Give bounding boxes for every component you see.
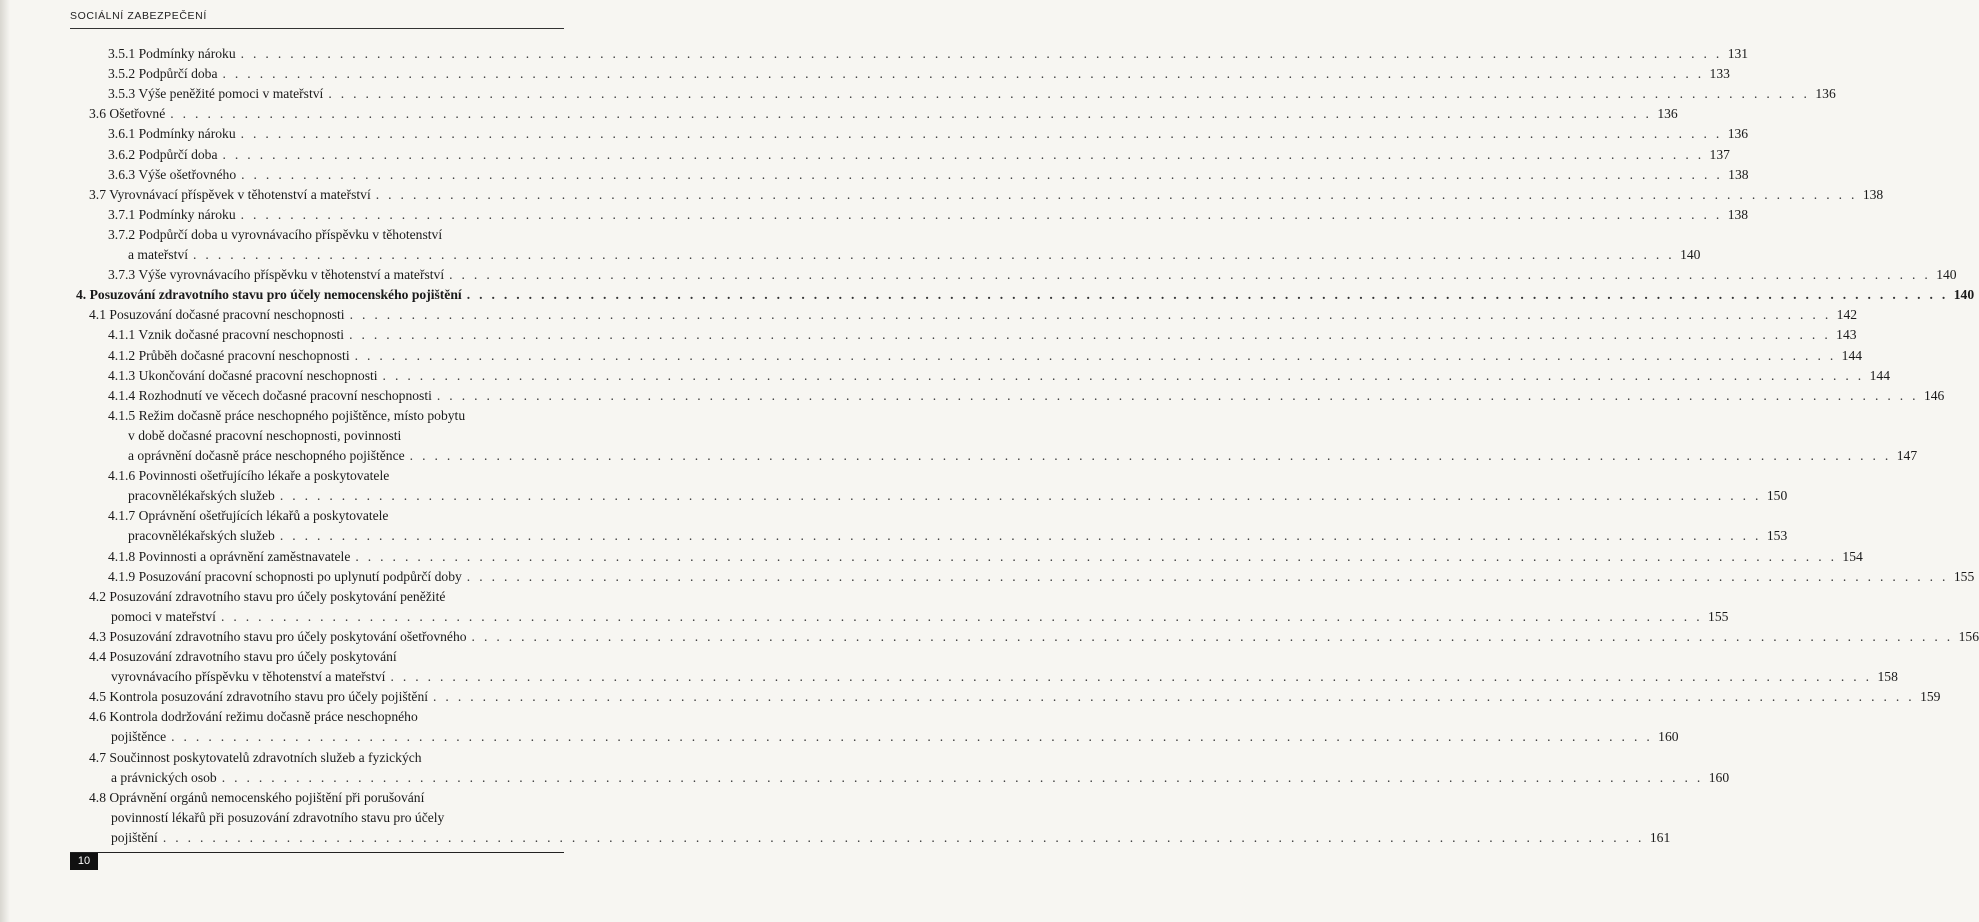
toc-entry-page: 137 [1709, 146, 1730, 162]
dot-leader: . . . . . . . . . . . . . . . . . . . . . . . . . . . . . . . . . . . . . . . . . . . . . . . . . . . . . . . . . . . . . . . . . . . . . . . . . . . . . . . . . . . . . . . . . . . . . . . . . . . . . . . . . . . . . . . . . . . . . . . . [222, 66, 1704, 82]
toc-entry-title: pojištění [111, 829, 158, 845]
toc-entry-page: 142 [1836, 307, 1858, 323]
toc-entry-page: 160 [1708, 769, 1730, 785]
toc-entry-page: 140 [1680, 247, 1701, 262]
toc-entry [108, 205, 1749, 225]
toc-entry-title: 4.7 Součinnost poskytovatelů zdravotních služeb a fyzických [89, 749, 422, 765]
toc-entry [89, 185, 1884, 205]
toc-entry-page: 144 [1869, 367, 1890, 383]
toc-entry [108, 225, 442, 245]
toc-entry-continuation [128, 426, 401, 446]
toc-entry-title: vyrovnávacího příspěvku v těhotenství a mateřství [111, 669, 386, 685]
toc-entry-continuation [128, 446, 1918, 466]
toc-entry [108, 44, 1749, 64]
toc-entry-title: 4.1.7 Oprávnění ošetřujících lékařů a poskytovatele [108, 508, 389, 524]
dot-leader: . . . . . . . . . . . . . . . . . . . . . . . . . . . . . . . . . . . . . . . . . . . . . . . . . . . . . . . . . . . . . . . . . . . . . . . . . . . . . . . . . . . . . . . . . . . . . . . . . . . . . . . . . . . . . . . . . . . . . . . . [349, 327, 1831, 343]
dot-leader: . . . . . . . . . . . . . . . . . . . . . . . . . . . . . . . . . . . . . . . . . . . . . . . . . . . . . . . . . . . . . . . . . . . . . . . . . . . . . . . . . . . . . . . . . . . . . . . . . . . . . . . . . . . . . . . . . . . . . . . . [390, 669, 1872, 685]
toc-entry-title: 3.6.2 Podpůrčí doba [108, 146, 218, 162]
toc-entry-title: 4.5 Kontrola posuzování zdravotního stavu pro účely pojištění [89, 689, 429, 705]
toc-entry [108, 406, 465, 426]
toc-entry [89, 788, 424, 808]
toc-entry-title: 4.1.3 Ukončování dočasné pracovní neschopnosti [108, 367, 378, 383]
toc-entry-page: 146 [1923, 387, 1945, 403]
dot-leader: . . . . . . . . . . . . . . . . . . . . . . . . . . . . . . . . . . . . . . . . . . . . . . . . . . . . . . . . . . . . . . . . . . . . . . . . . . . . . . . . . . . . . . . . . . . . . . . . . . . . . . . . . . . . . . . . . . . . . . . . [240, 206, 1723, 222]
toc-entry-title: 3.7.3 Výše vyrovnávacího příspěvku v těhotenství a mateřství [108, 267, 445, 283]
toc-entry-title: 4.8 Oprávnění orgánů nemocenského pojištění při porušování [89, 789, 425, 805]
dot-leader: . . . . . . . . . . . . . . . . . . . . . . . . . . . . . . . . . . . . . . . . . . . . . . . . . . . . . . . . . . . . . . . . . . . . . . . . . . . . . . . . . . . . . . . . . . . . . . . . . . . . . . . . . . . . . . . . . . . . . . . . [466, 287, 1949, 303]
page-number: 10 [70, 853, 98, 870]
toc-entry [108, 265, 1957, 285]
toc-entry-title: a právnických osob [111, 769, 217, 785]
toc-entry [108, 346, 1863, 366]
toc-entry [89, 587, 445, 607]
dot-leader: . . . . . . . . . . . . . . . . . . . . . . . . . . . . . . . . . . . . . . . . . . . . . . . . . . . . . . . . . . . . . . . . . . . . . . . . . . . . . . . . . . . . . . . . . . . . . . . . . . . . . . . . . . . . . . . . . . . . . . . . [328, 86, 1810, 102]
toc-entry [89, 305, 1858, 325]
toc-entry-page: 133 [1709, 66, 1730, 82]
toc-entry-title: 4.1.9 Posuzování pracovní schopnosti po uplynutí podpůrčí doby [108, 568, 462, 584]
dot-leader: . . . . . . . . . . . . . . . . . . . . . . . . . . . . . . . . . . . . . . . . . . . . . . . . . . . . . . . . . . . . . . . . . . . . . . . . . . . . . . . . . . . . . . . . . . . . . . . . . . . . . . . . . . . . . . . . . . . . . . . . [349, 307, 1832, 323]
toc-entry-title: 4.1.4 Rozhodnutí ve věcech dočasné pracovní neschopnosti [108, 387, 432, 403]
toc-entry-title: 4.4 Posuzování zdravotního stavu pro účely poskytování [89, 649, 397, 664]
toc-entry-page: 138 [1862, 186, 1884, 202]
toc-entry-title: 3.6.3 Výše ošetřovného [108, 166, 237, 182]
toc-entry-page: 136 [1815, 86, 1836, 102]
dot-leader: . . . . . . . . . . . . . . . . . . . . . . . . . . . . . . . . . . . . . . . . . . . . . . . . . . . . . . . . . . . . . . . . . . . . . . . . . . . . . . . . . . . . . . . . . . . . . . . . . . . . . . . . . . . . . . . . . . . . . . . . [433, 689, 1915, 705]
toc-entry-continuation [111, 607, 1729, 627]
dot-leader: . . . . . . . . . . . . . . . . . . . . . . . . . . . . . . . . . . . . . . . . . . . . . . . . . . . . . . . . . . . . . . . . . . . . . . . . . . . . . . . . . . . . . . . . . . . . . . . . . . . . . . . . . . . . . . . . . . . . . . . . [241, 166, 1723, 182]
toc-entry-page: 147 [1896, 448, 1918, 463]
dot-leader: . . . . . . . . . . . . . . . . . . . . . . . . . . . . . . . . . . . . . . . . . . . . . . . . . . . . . . . . . . . . . . . . . . . . . . . . . . . . . . . . . . . . . . . . . . . . . . . . . . . . . . . . . . . . . . . . . . . . . . . . [436, 387, 1919, 403]
dot-leader: . . . . . . . . . . . . . . . . . . . . . . . . . . . . . . . . . . . . . . . . . . . . . . . . . . . . . . . . . . . . . . . . . . . . . . . . . . . . . . . . . . . . . . . . . . . . . . . . . . . . . . . . . . . . . . . . . . . . . . . . [382, 367, 1864, 383]
dot-leader: . . . . . . . . . . . . . . . . . . . . . . . . . . . . . . . . . . . . . . . . . . . . . . . . . . . . . . . . . . . . . . . . . . . . . . . . . . . . . . . . . . . . . . . . . . . . . . . . . . . . . . . . . . . . . . . . . . . . . . . . [375, 186, 1858, 202]
toc-entry-title: pracovnělékařských služeb [128, 488, 275, 504]
toc-entry-page: 155 [1953, 568, 1975, 584]
toc-entry-page: 131 [1727, 46, 1749, 61]
toc-entry [108, 506, 388, 526]
toc-entry-page: 156 [1958, 628, 1979, 644]
toc-entry [108, 84, 1836, 104]
toc-entry [108, 325, 1857, 345]
dot-leader: . . . . . . . . . . . . . . . . . . . . . . . . . . . . . . . . . . . . . . . . . . . . . . . . . . . . . . . . . . . . . . . . . . . . . . . . . . . . . . . . . . . . . . . . . . . . . . . . . . . . . . . . . . . . . . . . . . . . . . . . [279, 528, 1762, 544]
toc-entry-title: 4.1.1 Vznik dočasné pracovní neschopnosti [108, 327, 345, 343]
toc-entry-continuation [111, 727, 1679, 747]
dot-leader: . . . . . . . . . . . . . . . . . . . . . . . . . . . . . . . . . . . . . . . . . . . . . . . . . . . . . . . . . . . . . . . . . . . . . . . . . . . . . . . . . . . . . . . . . . . . . . . . . . . . . . . . . . . . . . . . . . . . . . . . [240, 126, 1723, 142]
toc-entry [76, 285, 1975, 305]
dot-leader: . . . . . . . . . . . . . . . . . . . . . . . . . . . . . . . . . . . . . . . . . . . . . . . . . . . . . . . . . . . . . . . . . . . . . . . . . . . . . . . . . . . . . . . . . . . . . . . . . . . . . . . . . . . . . . . . . . . . . . . . [171, 729, 1653, 745]
toc-entry-title: 3.5.2 Podpůrčí doba [108, 66, 218, 82]
toc-entry-continuation [111, 828, 1671, 848]
toc-entry [89, 104, 1678, 124]
toc-entry-title: 4. Posuzování zdravotního stavu pro účely nemocenského pojištění [76, 287, 462, 303]
toc-entry-title: 3.7.2 Podpůrčí doba u vyrovnávacího příspěvku v těhotenství [108, 226, 443, 242]
toc-entry [89, 707, 418, 727]
toc-entry-continuation [111, 768, 1730, 788]
toc-entry [89, 647, 397, 667]
toc-entry-title: a mateřství [128, 247, 189, 262]
toc-entry [108, 567, 1975, 587]
toc-entry-title: pomoci v mateřství [111, 608, 216, 624]
toc-entry-page: 136 [1657, 106, 1678, 122]
toc-entry-page: 143 [1836, 327, 1857, 343]
dot-leader: . . . . . . . . . . . . . . . . . . . . . . . . . . . . . . . . . . . . . . . . . . . . . . . . . . . . . . . . . . . . . . . . . . . . . . . . . . . . . . . . . . . . . . . . . . . . . . . . . . . . . . . . . . . . . . . . . . . . . . . . [162, 829, 1645, 845]
toc-entry-title: 3.6.1 Podmínky nároku [108, 126, 236, 142]
toc-entry-continuation [128, 526, 1788, 546]
dot-leader: . . . . . . . . . . . . . . . . . . . . . . . . . . . . . . . . . . . . . . . . . . . . . . . . . . . . . . . . . . . . . . . . . . . . . . . . . . . . . . . . . . . . . . . . . . . . . . . . . . . . . . . . . . . . . . . . . . . . . . . . [193, 247, 1675, 262]
dot-leader: . . . . . . . . . . . . . . . . . . . . . . . . . . . . . . . . . . . . . . . . . . . . . . . . . . . . . . . . . . . . . . . . . . . . . . . . . . . . . . . . . . . . . . . . . . . . . . . . . . . . . . . . . . . . . . . . . . . . . . . . [471, 628, 1953, 644]
toc-entry-title: 3.7 Vyrovnávací příspěvek v těhotenství a mateřství [89, 186, 371, 202]
toc-entry [108, 165, 1749, 185]
running-header: SOCIÁLNÍ ZABEZPEČENÍ [70, 10, 207, 22]
toc-entry-page: 158 [1877, 669, 1898, 685]
toc-entry-title: a oprávnění dočasně práce neschopného pojištěnce [128, 448, 405, 463]
toc-entry-title: 4.1.5 Režim dočasně práce neschopného pojištěnce, místo pobytu [108, 407, 466, 423]
toc-entry-continuation [111, 667, 1898, 687]
toc-entry [89, 748, 422, 768]
toc-entry-continuation [111, 808, 444, 828]
toc-entry-continuation [128, 245, 1701, 265]
toc-entry-page: 140 [1936, 267, 1957, 283]
toc-entry-page: 161 [1649, 829, 1671, 845]
dot-leader: . . . . . . . . . . . . . . . . . . . . . . . . . . . . . . . . . . . . . . . . . . . . . . . . . . . . . . . . . . . . . . . . . . . . . . . . . . . . . . . . . . . . . . . . . . . . . . . . . . . . . . . . . . . . . . . . . . . . . . . . [354, 347, 1837, 363]
dot-leader: . . . . . . . . . . . . . . . . . . . . . . . . . . . . . . . . . . . . . . . . . . . . . . . . . . . . . . . . . . . . . . . . . . . . . . . . . . . . . . . . . . . . . . . . . . . . . . . . . . . . . . . . . . . . . . . . . . . . . . . . [355, 548, 1837, 564]
toc-entry-title: 3.5.1 Podmínky nároku [108, 46, 236, 61]
toc-entry-title: 4.2 Posuzování zdravotního stavu pro účely poskytování peněžité [89, 588, 446, 604]
toc-entry [89, 687, 1941, 707]
toc-entry-page: 155 [1708, 608, 1729, 624]
toc-entry-title: 4.3 Posuzování zdravotního stavu pro účely poskytování ošetřovného [89, 628, 467, 644]
dot-leader: . . . . . . . . . . . . . . . . . . . . . . . . . . . . . . . . . . . . . . . . . . . . . . . . . . . . . . . . . . . . . . . . . . . . . . . . . . . . . . . . . . . . . . . . . . . . . . . . . . . . . . . . . . . . . . . . . . . . . . . . [240, 46, 1723, 61]
dot-leader: . . . . . . . . . . . . . . . . . . . . . . . . . . . . . . . . . . . . . . . . . . . . . . . . . . . . . . . . . . . . . . . . . . . . . . . . . . . . . . . . . . . . . . . . . . . . . . . . . . . . . . . . . . . . . . . . . . . . . . . . [222, 146, 1704, 162]
toc-entry-title: 3.7.1 Podmínky nároku [108, 206, 236, 222]
toc-entry-title: v době dočasné pracovní neschopnosti, povinnosti [128, 427, 402, 443]
toc-entry-title: 4.1.8 Povinnosti a oprávnění zaměstnavatele [108, 548, 351, 564]
toc-entry-continuation [128, 486, 1788, 506]
toc-entry-page: 136 [1727, 126, 1749, 142]
dot-leader: . . . . . . . . . . . . . . . . . . . . . . . . . . . . . . . . . . . . . . . . . . . . . . . . . . . . . . . . . . . . . . . . . . . . . . . . . . . . . . . . . . . . . . . . . . . . . . . . . . . . . . . . . . . . . . . . . . . . . . . . [279, 488, 1762, 504]
toc-entry-title: 4.1 Posuzování dočasné pracovní neschopnosti [89, 307, 345, 323]
toc-entry [89, 627, 1979, 647]
dot-leader: . . . . . . . . . . . . . . . . . . . . . . . . . . . . . . . . . . . . . . . . . . . . . . . . . . . . . . . . . . . . . . . . . . . . . . . . . . . . . . . . . . . . . . . . . . . . . . . . . . . . . . . . . . . . . . . . . . . . . . . . [409, 448, 1892, 463]
toc-entry-page: 150 [1766, 488, 1788, 504]
toc-entry-page: 160 [1658, 729, 1679, 745]
toc-entry-title: pojištěnce [111, 729, 167, 745]
toc-entry-page: 159 [1920, 689, 1941, 705]
toc-entry-title: 3.5.3 Výše peněžité pomoci v mateřství [108, 86, 324, 102]
toc-entry [108, 64, 1730, 84]
footer-rule [70, 852, 564, 853]
dot-leader: . . . . . . . . . . . . . . . . . . . . . . . . . . . . . . . . . . . . . . . . . . . . . . . . . . . . . . . . . . . . . . . . . . . . . . . . . . . . . . . . . . . . . . . . . . . . . . . . . . . . . . . . . . . . . . . . . . . . . . . . [170, 106, 1652, 122]
toc-entry-title: 4.6 Kontrola dodržování režimu dočasně práce neschopného [89, 709, 418, 725]
dot-leader: . . . . . . . . . . . . . . . . . . . . . . . . . . . . . . . . . . . . . . . . . . . . . . . . . . . . . . . . . . . . . . . . . . . . . . . . . . . . . . . . . . . . . . . . . . . . . . . . . . . . . . . . . . . . . . . . . . . . . . . . [466, 568, 1949, 584]
toc-entry-title: 4.1.6 Povinnosti ošetřujícího lékaře a poskytovatele [108, 468, 390, 484]
toc-entry-title: pracovnělékařských služeb [128, 528, 275, 544]
dot-leader: . . . . . . . . . . . . . . . . . . . . . . . . . . . . . . . . . . . . . . . . . . . . . . . . . . . . . . . . . . . . . . . . . . . . . . . . . . . . . . . . . . . . . . . . . . . . . . . . . . . . . . . . . . . . . . . . . . . . . . . . [449, 267, 1931, 283]
toc-entry [108, 366, 1890, 386]
dot-leader: . . . . . . . . . . . . . . . . . . . . . . . . . . . . . . . . . . . . . . . . . . . . . . . . . . . . . . . . . . . . . . . . . . . . . . . . . . . . . . . . . . . . . . . . . . . . . . . . . . . . . . . . . . . . . . . . . . . . . . . . [221, 769, 1704, 785]
toc-entry-page: 138 [1727, 206, 1749, 222]
toc-entry-page: 153 [1766, 528, 1788, 544]
toc-entry [108, 466, 389, 486]
toc-entry-page: 154 [1842, 548, 1863, 564]
toc-entry [108, 124, 1749, 144]
toc-entry-page: 138 [1728, 166, 1749, 182]
toc-entry-page: 144 [1841, 347, 1863, 363]
toc-entry-title: povinností lékařů při posuzování zdravotního stavu pro účely [111, 809, 445, 825]
toc-entry-title: 3.6 Ošetřovné [89, 106, 166, 122]
toc-entry [108, 145, 1730, 165]
toc-entry-page: 140 [1953, 287, 1975, 303]
dot-leader: . . . . . . . . . . . . . . . . . . . . . . . . . . . . . . . . . . . . . . . . . . . . . . . . . . . . . . . . . . . . . . . . . . . . . . . . . . . . . . . . . . . . . . . . . . . . . . . . . . . . . . . . . . . . . . . . . . . . . . . . [220, 608, 1703, 624]
toc-entry-title: 4.1.2 Průběh dočasné pracovní neschopnosti [108, 347, 350, 363]
toc-entry [108, 386, 1945, 406]
toc-entry [108, 547, 1863, 567]
